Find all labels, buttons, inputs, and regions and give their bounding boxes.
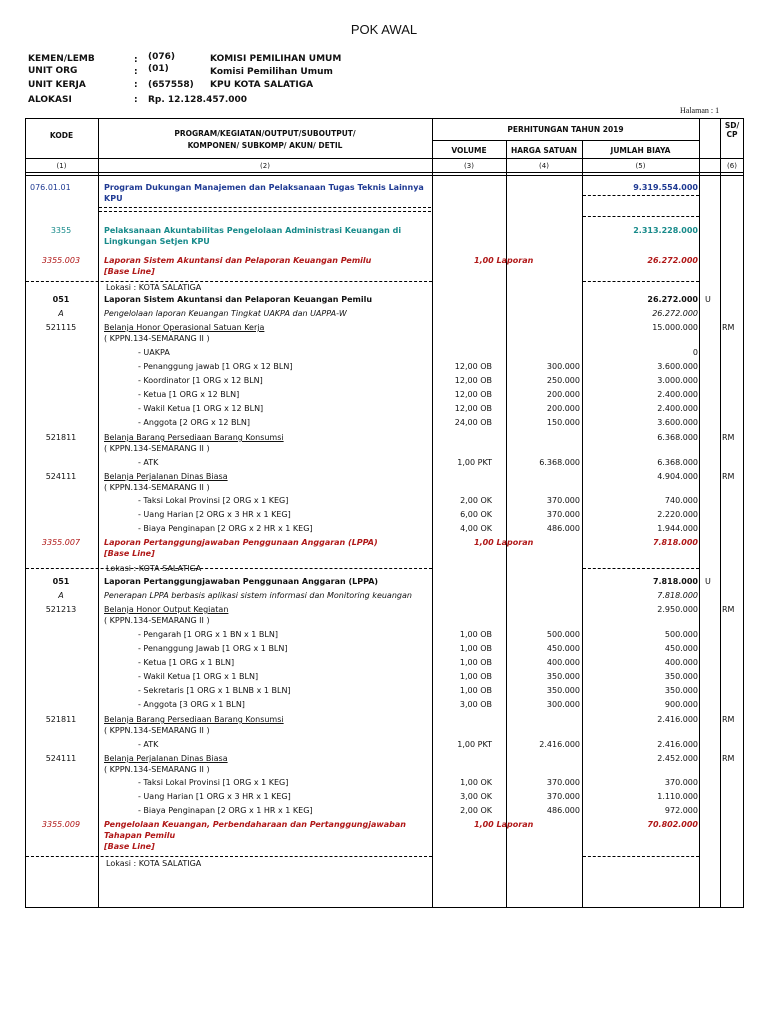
row-uraian: ( KPPN.134-SEMARANG II ) [104, 726, 210, 735]
row-harga: 370.000 [546, 510, 580, 519]
kemen-label: KEMEN/LEMB [28, 54, 95, 64]
table-row [26, 443, 743, 457]
row-uraian: - Penanggung jawab [1 ORG x 12 BLN] [138, 362, 293, 371]
row-volume: 1,00 PKT [457, 740, 492, 749]
row-kode: 3355.007 [41, 538, 81, 547]
row-jumlah: 3.600.000 [657, 362, 698, 371]
row-uraian: - Ketua [1 ORG x 12 BLN] [138, 390, 240, 399]
table-row [26, 791, 743, 805]
table-row [26, 685, 743, 699]
row-kode: 521811 [45, 715, 77, 724]
table-row [26, 457, 743, 471]
col-header-program-line1: PROGRAM/KEGIATAN/OUTPUT/SUBOUTPUT/ [174, 129, 356, 138]
row-jumlah: 500.000 [664, 630, 698, 639]
table-row [26, 509, 743, 523]
row-harga: 2.416.000 [539, 740, 580, 749]
col-header-program-line2: KOMPONEN/ SUBKOMP/ AKUN/ DETIL [187, 141, 343, 150]
table-row [26, 308, 743, 322]
table-row [26, 495, 743, 509]
row-volume: 1,00 OK [460, 778, 492, 787]
row-jumlah: 3.000.000 [657, 376, 698, 385]
row-uraian: Belanja Honor Output Kegiatan [104, 605, 229, 614]
row-uraian: - ATK [138, 740, 159, 749]
row-uraian: - Anggota [3 ORG x 1 BLN] [138, 700, 245, 709]
table-row [26, 576, 743, 590]
table-row [26, 482, 743, 496]
separator-line [99, 207, 431, 208]
kemen-colon: : [134, 55, 138, 65]
row-u-flag: U [705, 295, 711, 304]
table-row [26, 699, 743, 713]
separator-line [26, 856, 432, 857]
row-uraian: - Penanggung Jawab [1 ORG x 1 BLN] [138, 644, 288, 653]
row-uraian: ( KPPN.134-SEMARANG II ) [104, 444, 210, 453]
row-kode: 051 [52, 295, 70, 304]
table-row [26, 255, 743, 279]
unit-kerja-code: (657558) [148, 80, 194, 90]
row-harga: 250.000 [546, 376, 580, 385]
grid-line [25, 175, 744, 176]
row-uraian: - Wakil Ketua [1 ORG x 1 BLN] [138, 672, 259, 681]
row-uraian: Pengelolaan laporan Keuangan Tingkat UAKPA dan UAPPA-W [104, 309, 347, 318]
row-volume: 12,00 OB [454, 362, 492, 371]
unit-org-name: Komisi Pemilihan Umum [210, 67, 333, 77]
col-number: (5) [635, 162, 646, 170]
row-jumlah: 26.272.000 [647, 256, 698, 265]
alokasi-label: ALOKASI [28, 95, 72, 105]
row-kode: 521811 [45, 433, 77, 442]
row-uraian: - Pengarah [1 ORG x 1 BN x 1 BLN] [138, 630, 278, 639]
table-row [26, 563, 743, 577]
row-uraian: Program Dukungan Manajemen dan Pelaksanaan Tugas Teknis Lainnya KPU [104, 183, 424, 203]
row-uraian: - Wakil Ketua [1 ORG x 12 BLN] [138, 404, 264, 413]
col-number: (4) [539, 162, 549, 170]
col-header-harga: HARGA SATUAN [510, 146, 578, 155]
unit-org-code: (01) [148, 64, 169, 74]
col-header-jumlah: JUMLAH BIAYA [610, 146, 671, 155]
col-number: (1) [56, 162, 67, 170]
unit-kerja-colon: : [134, 80, 138, 90]
grid-line [25, 172, 744, 173]
row-volume: 3,00 OK [460, 792, 492, 801]
col-header-kode: KODE [49, 131, 74, 140]
row-uraian: - Koordinator [1 ORG x 12 BLN] [138, 376, 263, 385]
row-sdcp: RM [722, 754, 735, 763]
row-jumlah: 15.000.000 [652, 323, 698, 332]
row-uraian: - ATK [138, 458, 159, 467]
col-header-sdcp-line1: SD/ [724, 121, 740, 130]
table-row [26, 403, 743, 417]
row-kode: 3355 [50, 226, 72, 235]
table-row [26, 858, 743, 872]
col-header-perhitungan: PERHITUNGAN TAHUN 2019 [507, 125, 624, 134]
row-uraian: Pengelolaan Keuangan, Perbendaharaan dan Pertanggungjawaban Tahapan Pemilu [104, 820, 406, 840]
row-kode: 521115 [45, 323, 77, 332]
row-jumlah: 2.416.000 [657, 740, 698, 749]
unit-kerja-name: KPU KOTA SALATIGA [210, 80, 314, 90]
kemen-code: (076) [148, 52, 176, 62]
row-uraian: ( KPPN.134-SEMARANG II ) [104, 334, 210, 343]
row-jumlah: 400.000 [664, 658, 698, 667]
row-harga: 200.000 [546, 404, 580, 413]
separator-line [583, 216, 699, 217]
row-harga: 6.368.000 [539, 458, 580, 467]
table-row [26, 777, 743, 791]
table-row [26, 725, 743, 739]
col-number: (6) [727, 162, 737, 170]
table-row [26, 523, 743, 537]
row-jumlah: 350.000 [664, 672, 698, 681]
row-uraian: - Biaya Penginapan [2 ORG x 2 HR x 1 KEG] [138, 524, 313, 533]
row-jumlah: 70.802.000 [647, 820, 698, 829]
row-lokasi: Lokasi : KOTA SALATIGA [106, 564, 202, 573]
row-kode: 076.01.01 [30, 183, 71, 192]
row-uraian: Laporan Pertanggungjawaban Penggunaan Anggaran (LPPA) [104, 577, 379, 586]
row-jumlah: 2.400.000 [657, 404, 698, 413]
row-volume: 12,00 OB [454, 404, 492, 413]
row-volume: 1,00 OB [459, 630, 492, 639]
row-baseline: [Base Line] [104, 842, 155, 851]
table-row [26, 417, 743, 431]
row-jumlah: 972.000 [664, 806, 698, 815]
row-u-flag: U [705, 577, 711, 586]
table-row [26, 590, 743, 604]
alokasi-value: Rp. 12.128.457.000 [148, 95, 248, 105]
row-harga: 486.000 [546, 806, 580, 815]
row-uraian: ( KPPN.134-SEMARANG II ) [104, 765, 210, 774]
row-kode: A [58, 591, 64, 600]
row-harga: 300.000 [546, 362, 580, 371]
table-row [26, 347, 743, 361]
row-kode: 524111 [45, 754, 77, 763]
row-jumlah: 1.944.000 [657, 524, 698, 533]
row-harga: 150.000 [546, 418, 580, 427]
row-jumlah: 350.000 [664, 686, 698, 695]
row-uraian: - Anggota [2 ORG x 12 BLN] [138, 418, 251, 427]
row-jumlah: 370.000 [664, 778, 698, 787]
col-header-sdcp-line2: CP [726, 130, 738, 139]
row-volume: 3,00 OB [459, 700, 492, 709]
row-harga: 350.000 [546, 686, 580, 695]
row-uraian: Laporan Pertanggungjawaban Penggunaan Anggaran (LPPA) [104, 538, 378, 547]
row-uraian: Pelaksanaan Akuntabilitas Pengelolaan Administrasi Keuangan di Lingkungan Setjen KPU [104, 226, 402, 246]
table-row [26, 537, 743, 561]
row-baseline: [Base Line] [104, 549, 155, 558]
page-number: Halaman : 1 [680, 106, 720, 115]
row-jumlah: 2.400.000 [657, 390, 698, 399]
row-uraian: Laporan Sistem Akuntansi dan Pelaporan Keuangan Pemilu [104, 256, 372, 265]
row-uraian: - Biaya Penginapan [2 ORG x 1 HR x 1 KEG] [138, 806, 313, 815]
row-uraian: - Taksi Lokal Provinsi [1 ORG x 1 KEG] [138, 778, 289, 787]
row-harga: 500.000 [546, 630, 580, 639]
row-jumlah: 740.000 [664, 496, 698, 505]
row-kode: 3355.009 [41, 820, 81, 829]
row-jumlah: 9.319.554.000 [633, 183, 698, 192]
row-harga: 370.000 [546, 778, 580, 787]
col-number: (2) [260, 162, 270, 170]
row-volume: 2,00 OK [460, 806, 492, 815]
row-uraian: - Uang Harian [1 ORG x 3 HR x 1 KEG] [138, 792, 291, 801]
separator-line [99, 211, 431, 212]
row-volume: 1,00 PKT [457, 458, 492, 467]
unit-org-label: UNIT ORG [28, 66, 78, 76]
row-jumlah: 2.313.228.000 [633, 226, 698, 235]
row-uraian: Laporan Sistem Akuntansi dan Pelaporan Keuangan Pemilu [104, 295, 373, 304]
row-jumlah: 6.368.000 [657, 458, 698, 467]
row-uraian: - Uang Harian [2 ORG x 3 HR x 1 KEG] [138, 510, 291, 519]
row-jumlah: 26.272.000 [647, 295, 698, 304]
row-uraian: Belanja Perjalanan Dinas Biasa [104, 472, 228, 481]
row-volume: 1,00 OB [459, 672, 492, 681]
table-row [26, 294, 743, 308]
row-kode: 521213 [45, 605, 77, 614]
row-harga: 350.000 [546, 672, 580, 681]
row-volume: 1,00 OB [459, 644, 492, 653]
row-uraian: ( KPPN.134-SEMARANG II ) [104, 483, 210, 492]
row-uraian: - Taksi Lokal Provinsi [2 ORG x 1 KEG] [138, 496, 289, 505]
table-row [26, 333, 743, 347]
row-sdcp: RM [722, 472, 735, 481]
row-volume: 2,00 OK [460, 496, 492, 505]
row-volume: 12,00 OB [454, 390, 492, 399]
row-uraian: Belanja Perjalanan Dinas Biasa [104, 754, 228, 763]
row-harga: 450.000 [546, 644, 580, 653]
row-uraian: ( KPPN.134-SEMARANG II ) [104, 616, 210, 625]
row-jumlah: 900.000 [664, 700, 698, 709]
row-uraian: Belanja Honor Operasional Satuan Kerja [104, 323, 265, 332]
row-uraian: - Sekretaris [1 ORG x 1 BLNB x 1 BLN] [138, 686, 291, 695]
row-volume: 12,00 OB [454, 376, 492, 385]
row-kode: 3355.003 [41, 256, 81, 265]
row-jumlah: 450.000 [664, 644, 698, 653]
unit-org-colon: : [134, 67, 138, 77]
table-row [26, 375, 743, 389]
row-harga: 300.000 [546, 700, 580, 709]
grid-line [432, 140, 699, 141]
row-uraian: - UAKPA [138, 348, 170, 357]
row-uraian: Belanja Barang Persediaan Barang Konsumsi [104, 433, 284, 442]
row-volume: 1,00 OB [459, 686, 492, 695]
separator-line [583, 856, 699, 857]
row-volume: 4,00 OK [460, 524, 492, 533]
row-volume: 1,00 Laporan [474, 256, 534, 265]
row-jumlah: 7.818.000 [657, 591, 698, 600]
row-sdcp: RM [722, 433, 735, 442]
row-jumlah: 6.368.000 [657, 433, 698, 442]
row-sdcp: RM [722, 715, 735, 724]
table-row [26, 182, 743, 206]
row-jumlah: 7.818.000 [652, 577, 698, 586]
row-volume: 24,00 OB [454, 418, 492, 427]
row-uraian: Penerapan LPPA berbasis aplikasi sistem informasi dan Monitoring keuangan [104, 591, 412, 600]
table-row [26, 225, 743, 249]
row-kode: 524111 [45, 472, 77, 481]
row-lokasi: Lokasi : KOTA SALATIGA [106, 283, 202, 292]
table-row [26, 615, 743, 629]
row-jumlah: 2.416.000 [657, 715, 698, 724]
table-row [26, 629, 743, 643]
row-harga: 370.000 [546, 792, 580, 801]
row-harga: 200.000 [546, 390, 580, 399]
row-volume: 1,00 Laporan [474, 538, 534, 547]
col-number: (3) [464, 162, 474, 170]
row-jumlah: 2.452.000 [657, 754, 698, 763]
table-row [26, 739, 743, 753]
row-volume: 6,00 OK [460, 510, 492, 519]
row-volume: 1,00 Laporan [474, 820, 534, 829]
page-title: POK AWAL [350, 22, 418, 37]
row-baseline: [Base Line] [104, 267, 155, 276]
row-uraian: Belanja Barang Persediaan Barang Konsumsi [104, 715, 284, 724]
grid-line [25, 158, 744, 159]
row-kode: A [58, 309, 64, 318]
row-jumlah: 0 [692, 348, 698, 357]
row-sdcp: RM [722, 323, 735, 332]
row-jumlah: 2.950.000 [657, 605, 698, 614]
row-harga: 370.000 [546, 496, 580, 505]
row-kode: 051 [52, 577, 70, 586]
row-harga: 486.000 [546, 524, 580, 533]
table-row [26, 361, 743, 375]
row-jumlah: 26.272.000 [652, 309, 698, 318]
row-jumlah: 2.220.000 [657, 510, 698, 519]
row-jumlah: 7.818.000 [652, 538, 698, 547]
table-row [26, 764, 743, 778]
row-sdcp: RM [722, 605, 735, 614]
table-row [26, 819, 743, 855]
row-jumlah: 4.904.000 [657, 472, 698, 481]
row-uraian: - Ketua [1 ORG x 1 BLN] [138, 658, 235, 667]
row-harga: 400.000 [546, 658, 580, 667]
kemen-name: KOMISI PEMILIHAN UMUM [210, 54, 342, 64]
table-row [26, 389, 743, 403]
table-row [26, 805, 743, 819]
table-row [26, 657, 743, 671]
table-row [26, 643, 743, 657]
row-jumlah: 1.110.000 [657, 792, 698, 801]
col-header-volume: VOLUME [451, 146, 487, 155]
row-lokasi: Lokasi : KOTA SALATIGA [106, 859, 202, 868]
row-jumlah: 3.600.000 [657, 418, 698, 427]
alokasi-colon: : [134, 95, 138, 105]
row-volume: 1,00 OB [459, 658, 492, 667]
unit-kerja-label: UNIT KERJA [28, 80, 86, 90]
table-row [26, 671, 743, 685]
